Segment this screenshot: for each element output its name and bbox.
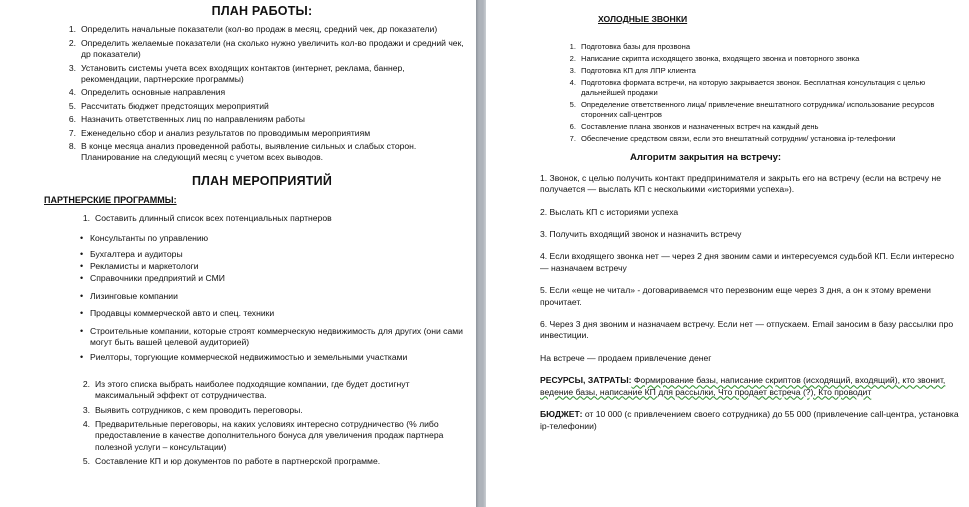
paragraph: 2. Выслать КП с историями успеха xyxy=(540,206,679,217)
list-item: 1. Определить начальные показатели (кол-во продаж в месяц, средний чек, др показатели) xyxy=(68,24,438,35)
paragraph: 5. Если «еще не читал» - договариваемся что перезвоним еще через 3 дня, а он к этому времени прочитает. xyxy=(540,285,931,307)
cold-calls-title: ХОЛОДНЫЕ ЗВОНКИ xyxy=(598,14,688,24)
list-item: 3. Подготовка КП для ЛПР клиента xyxy=(569,66,696,76)
bullet-icon: • xyxy=(80,325,84,336)
work-plan-list xyxy=(58,24,466,163)
list-item: 6. Назначить ответственных лиц по направлениям работы xyxy=(68,114,305,125)
list-item: 8. В конце месяца анализ проведенной работы, выявление сильных и слабых сторон. Планирование на следующий месяц с учетом всех выводов. xyxy=(68,141,417,163)
list-item: • Лизинговые компании xyxy=(80,290,178,301)
algorithm-steps xyxy=(540,173,959,432)
list-item: 2. Написание скрипта исходящего звонка, входящего звонка и повторного звонка xyxy=(569,54,860,64)
list-item: 4. Предварительные переговоры, на каких условиях интересно сотрудничество (% либо предоставление в качестве дополнительного бонуса для увеличения продаж партнера полезной услуги – консультации) xyxy=(82,418,444,452)
list-item: 2. Определить желаемые показатели (на сколько нужно увеличить кол-во продажи и средний чек, др показатели) xyxy=(68,37,464,60)
list-item: 5. Рассчитать бюджет предстоящих мероприятий xyxy=(68,100,269,111)
steps-list xyxy=(72,379,466,468)
left-document-page xyxy=(0,0,476,507)
bullet-icon: • xyxy=(80,248,84,259)
list-item: • Риелторы, торгующие коммерческой недвижимостью и земельными участками xyxy=(80,352,408,363)
list-item: • Рекламисты и маркетологи xyxy=(80,260,199,271)
paragraph: 3. Получить входящий звонок и назначить встречу xyxy=(540,229,742,240)
list-item: • Справочники предприятий и СМИ xyxy=(80,273,225,284)
list-item: 4. Подготовка формата встречи, на которую закрывается звонок. Бесплатная консультация с целью дальнейшей продажи xyxy=(569,78,926,98)
list-item: 7. Обеспечение средством связи, если это внештатный сотрудник/ установка ip-телефонии xyxy=(569,134,896,144)
bullet-icon: • xyxy=(80,290,84,301)
budget-paragraph xyxy=(540,409,959,432)
resources-label: РЕСУРСЫ, ЗАТРАТЫ: xyxy=(540,375,632,386)
bullet-icon: • xyxy=(80,352,84,363)
list-item: • Продавцы коммерческой авто и спец. техники xyxy=(80,308,275,319)
list-item: • Консультанты по управлению xyxy=(80,233,209,244)
bullet-icon: • xyxy=(80,308,84,319)
partners-list xyxy=(80,233,466,364)
list-item: 7. Еженедельно сбор и анализ результатов по проводимым мероприятиям xyxy=(68,127,371,138)
work-plan-title: ПЛАН РАБОТЫ: xyxy=(211,4,313,18)
budget-label: БЮДЖЕТ: xyxy=(540,409,583,420)
list-item: 2. Из этого списка выбрать наиболее подходящие компании, где будет достигнут максимальный эффект от сотрудничества. xyxy=(82,378,410,401)
events-plan-title: ПЛАН МЕРОПРИЯТИЙ xyxy=(191,173,333,188)
list-item: 3. Установить системы учета всех входящих контактов (интернет, реклама, баннер, рекомендации, партнерские программы) xyxy=(68,62,405,85)
list-item: 6. Составление плана звонков и назначенных встреч на каждый день xyxy=(569,122,819,132)
list-item: 4. Определить основные направления xyxy=(68,87,226,98)
paragraph: На встрече — продаем привлечение денег xyxy=(540,352,712,363)
resources-paragraph xyxy=(540,375,959,398)
bullet-icon: • xyxy=(80,260,84,271)
algorithm-title: Алгоритм закрытия на встречу: xyxy=(630,152,782,164)
list-item: • Бухгалтера и аудиторы xyxy=(80,248,183,259)
right-document-page xyxy=(486,0,969,507)
list-item: 5. Составление КП и юр документов по работе в партнерской программе. xyxy=(82,456,381,467)
list-item: 1. Подготовка базы для прозвона xyxy=(569,42,691,52)
paragraph: 6. Через 3 дня звоним и назначаем встречу. Если нет — отпускаем. Email заносим в базу рассылки про инвестиции. xyxy=(540,319,954,341)
list-item: 5. Определение ответственного лица/ привлечение внештатного сотрудника/ использование ресурсов сторонних call-центров xyxy=(569,100,935,120)
paragraph: 4. Если входящего звонка нет — через 2 дня звоним сами и интересуемся судьбой КП. Если интересно — назначаем встречу xyxy=(540,251,955,273)
bullet-icon: • xyxy=(80,273,84,284)
list-item: 3. Выявить сотрудников, с кем проводить переговоры. xyxy=(82,404,303,415)
budget-text: от 10 000 (с привлечением своего сотрудника) до 55 000 (привлечение call-центра, установка ip-телефонии) xyxy=(540,409,959,431)
resources-text: Формирование базы, написание скриптов (исходящий, входящий), кто звонит, ведение базы, написание КП для рассылки, Что продает встреча (?), Кто проводит xyxy=(540,375,946,397)
paragraph: 1. Звонок, с целью получить контакт предпринимателя и закрыть его на встречу (если на встречу не получается — выслать КП с несколькими «историями успеха»). xyxy=(540,172,941,195)
step-item: 1. Составить длинный список всех потенциальных партнеров xyxy=(82,212,332,223)
bullet-icon: • xyxy=(80,233,84,244)
partner-programs-heading: ПАРТНЕРСКИЕ ПРОГРАММЫ: xyxy=(44,195,177,206)
page-gap xyxy=(476,0,486,507)
list-item: • Строительные компании, которые строят коммерческую недвижимость для других (они сами могут быть вашей целевой аудиторией) xyxy=(80,325,463,347)
cold-calls-list xyxy=(550,42,959,144)
